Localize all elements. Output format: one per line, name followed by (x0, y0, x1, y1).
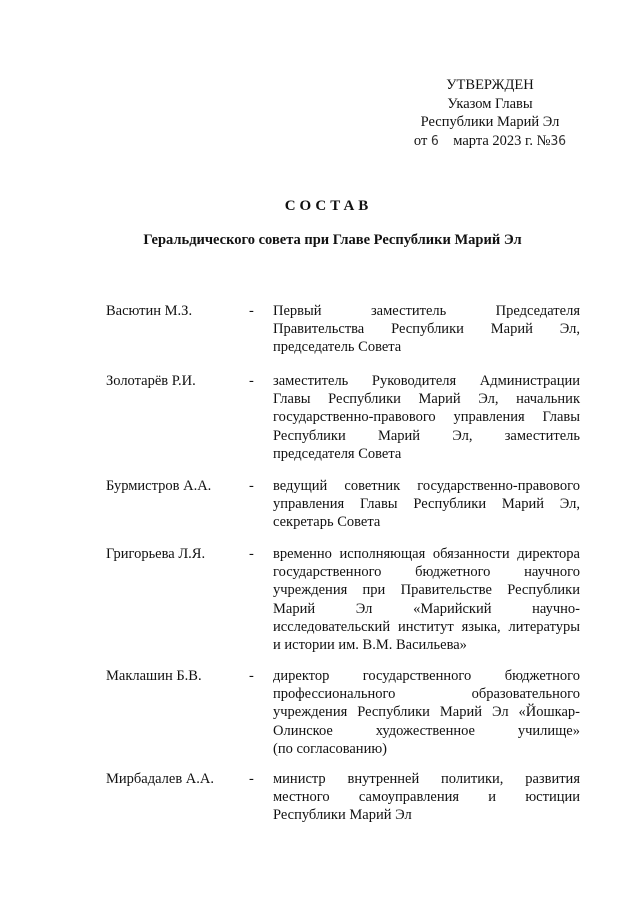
member-role (273, 770, 580, 825)
approval-day: 6 (430, 133, 439, 149)
approval-number: 36 (550, 133, 567, 149)
member-name: Золотарёв Р.И. (106, 373, 196, 389)
role-line: Главы Республики Марий Эл, начальник (273, 391, 580, 408)
role-line: местного самоуправления и юстиции (273, 789, 580, 806)
role-line: Марий Эл «Марийский научно- (273, 600, 580, 617)
role-line: учреждения Республики Марий Эл «Йошкар- (273, 704, 580, 721)
role-line: временно исполняющая обязанности директора (273, 546, 580, 562)
role-line: секретарь Совета (273, 514, 381, 531)
document-title: СОСТАВ (284, 198, 373, 214)
role-line: Олинское художественное училище» (273, 722, 580, 739)
member-role (273, 302, 580, 357)
member-dash: - (249, 303, 254, 319)
member-name: Мирбадалев А.А. (106, 771, 214, 787)
approval-from-label: от (413, 132, 428, 149)
document-subtitle: Геральдического совета при Главе Республики Марий Эл (143, 232, 522, 248)
approval-date-text: марта 2023 г. № (453, 132, 551, 149)
member-name: Маклашин Б.В. (106, 668, 202, 684)
role-line: заместитель Руководителя Администрации (273, 373, 580, 389)
role-line: председатель Совета (273, 339, 402, 356)
member-role (273, 477, 580, 532)
member-dash: - (249, 546, 254, 562)
role-line: председателя Совета (273, 445, 402, 462)
approval-date-line (400, 132, 580, 152)
member-dash: - (249, 373, 254, 389)
role-line: профессионального образовательного (273, 686, 580, 703)
role-line: и истории им. В.М. Васильева» (273, 636, 467, 653)
role-line: государственно-правового управления Главы (273, 409, 580, 426)
member-dash: - (249, 771, 254, 787)
approval-republic: Республики Марий Эл (420, 114, 560, 130)
role-line: государственного бюджетного научного (273, 564, 580, 581)
role-line: управления Главы Республики Марий Эл, (273, 496, 580, 513)
role-line: Республики Марий Эл (273, 807, 412, 824)
member-dash: - (249, 478, 254, 494)
role-line: Республики Марий Эл, заместитель (273, 427, 580, 444)
member-role (273, 667, 580, 758)
member-dash: - (249, 668, 254, 684)
role-line: директор государственного бюджетного (273, 668, 580, 684)
member-name: Григорьева Л.Я. (106, 546, 206, 562)
approval-stamp (400, 76, 580, 151)
role-line: ведущий советник государственно-правового (273, 478, 580, 494)
member-name: Васютин М.З. (106, 303, 193, 319)
role-line: Первый заместитель Председателя (273, 303, 580, 319)
role-line: Правительства Республики Марий Эл, (273, 321, 580, 338)
role-line: исследовательский институт языка, литературы (273, 618, 580, 635)
approval-title: УТВЕРЖДЕН (446, 77, 534, 93)
member-role (273, 545, 580, 654)
member-role (273, 372, 580, 463)
role-line: министр внутренней политики, развития (273, 771, 580, 787)
approval-decree: Указом Главы (447, 95, 533, 112)
role-line: учреждения при Правительстве Республики (273, 582, 580, 599)
role-line: (по согласованию) (273, 740, 387, 757)
member-name: Бурмистров А.А. (106, 478, 212, 494)
